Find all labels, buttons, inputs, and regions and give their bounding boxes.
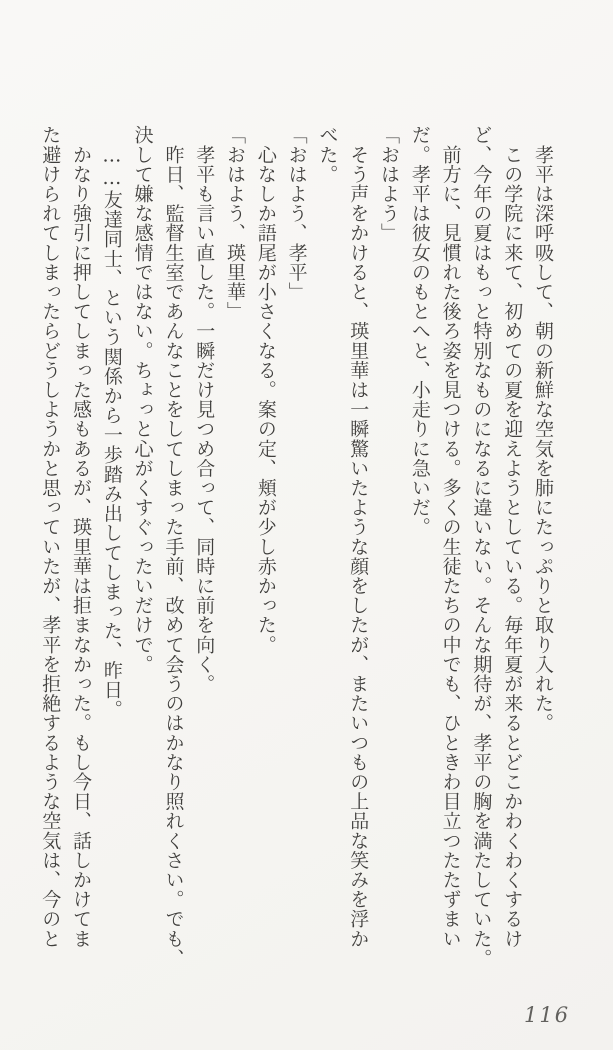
text-column-dialogue: 「おはよう」 <box>378 125 401 243</box>
text-column: かなり強引に押してしまった感もあるが、瑛里華は拒まなかった。もし今日、話しかけてま <box>70 125 93 949</box>
vertical-text-block <box>34 125 558 968</box>
text-column-dialogue: 「おはよう、瑛里華」 <box>224 125 247 321</box>
text-column: だ。孝平は彼女のもとへと、小走りに急いだ。 <box>408 125 431 537</box>
page-number: 116 <box>524 1003 571 1027</box>
text-column: この学院に来て、初めての夏を迎えようとしている。毎年夏が来るとどこかわくわくするけ <box>501 125 524 949</box>
text-column: 孝平は深呼吸して、朝の新鮮な空気を肺にたっぷりと取り入れた。 <box>532 125 554 733</box>
text-column-dialogue: 「おはよう、孝平」 <box>285 125 308 302</box>
text-column: 孝平も言い直した。一瞬だけ見つめ合って、同時に前を向く。 <box>193 125 216 694</box>
text-column: そう声をかけると、瑛里華は一瞬驚いたような顔をしたが、またいつもの上品な笑みを浮か <box>347 125 370 949</box>
text-column: 決して嫌な感情ではない。ちょっと心がくすぐったいだけで。 <box>131 125 154 674</box>
text-column: ど、今年の夏はもっと特別なものになるに違いない。そんな期待が、孝平の胸を満たしていた。 <box>470 125 493 968</box>
text-column: ……友達同士、という関係から一歩踏み出してしまった、昨日。 <box>100 125 123 719</box>
text-column: 前方に、見慣れた後ろ姿を見つける。多くの生徒たちの中でも、ひときわ目立つたたずまい <box>439 125 462 949</box>
text-column: 昨日、監督生室であんなことをしてしまった手前、改めて会うのはかなり照れくさい。でも、 <box>162 125 185 968</box>
text-column: た避けられてしまったらどうしようかと思っていたが、孝平を拒絶するような空気は、今のと <box>39 125 62 949</box>
text-column: 心なしか語尾が小さくなる。案の定、頬が少し赤かった。 <box>254 125 277 655</box>
text-column: べた。 <box>316 125 339 184</box>
